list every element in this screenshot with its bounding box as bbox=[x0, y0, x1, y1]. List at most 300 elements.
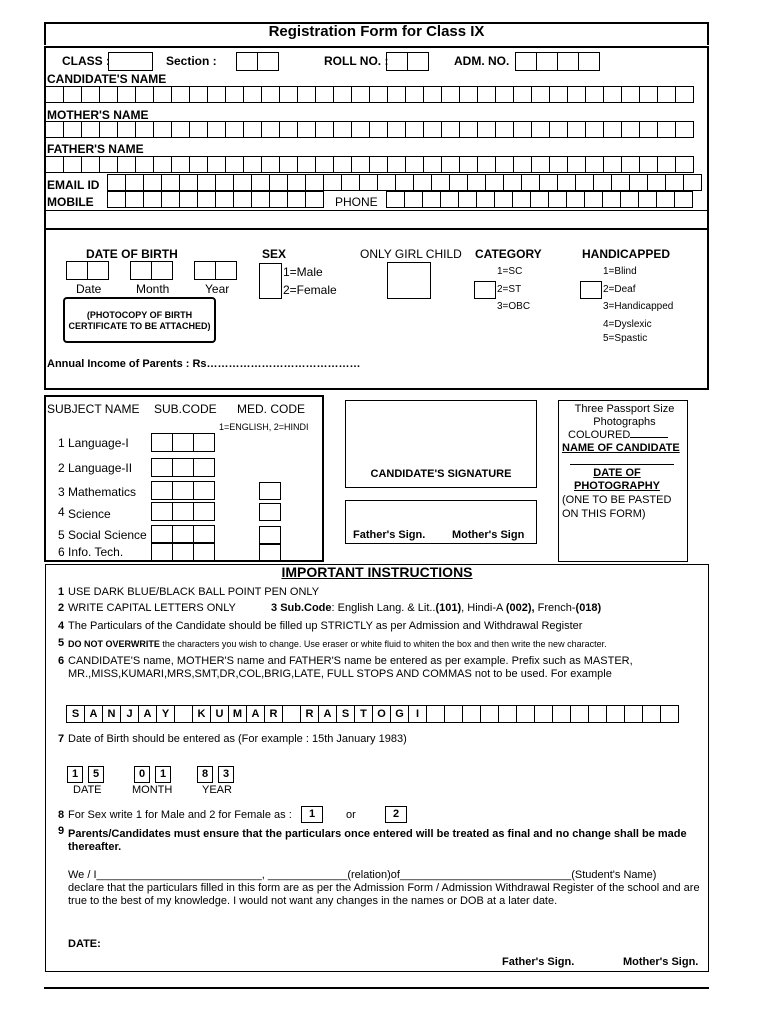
char-box[interactable] bbox=[477, 121, 496, 138]
instr-8-num: 8 bbox=[58, 809, 65, 821]
char-box[interactable] bbox=[494, 191, 513, 208]
char-box[interactable] bbox=[495, 121, 514, 138]
roll-label: ROLL NO. : bbox=[324, 54, 389, 68]
date-label: DATE: bbox=[68, 938, 101, 950]
char-box[interactable] bbox=[189, 156, 208, 173]
photo-text-2 bbox=[568, 429, 668, 441]
char-box[interactable] bbox=[513, 156, 532, 173]
char-box[interactable] bbox=[135, 86, 154, 103]
instr-3-b: (101) bbox=[435, 602, 462, 614]
char-box[interactable] bbox=[323, 174, 342, 191]
mother-name-label: MOTHER'S NAME bbox=[47, 108, 149, 122]
char-box[interactable] bbox=[179, 174, 198, 191]
char-box[interactable] bbox=[638, 191, 657, 208]
char-box[interactable] bbox=[675, 156, 694, 173]
char-box[interactable] bbox=[675, 121, 694, 138]
char-box[interactable] bbox=[620, 191, 639, 208]
char-box[interactable] bbox=[197, 174, 216, 191]
char-box[interactable] bbox=[549, 86, 568, 103]
char-box[interactable] bbox=[369, 86, 388, 103]
char-box[interactable] bbox=[657, 86, 676, 103]
instr-5 bbox=[68, 639, 607, 649]
char-box[interactable] bbox=[674, 191, 693, 208]
char-box[interactable] bbox=[153, 86, 172, 103]
instr-3-e: French- bbox=[534, 602, 576, 614]
char-box[interactable] bbox=[404, 191, 423, 208]
photo-coloured: COLOURED bbox=[568, 429, 631, 441]
example-name-char: J bbox=[120, 705, 139, 723]
med-code-header: MED. CODE bbox=[237, 402, 306, 416]
char-box[interactable] bbox=[521, 174, 540, 191]
char-box[interactable] bbox=[351, 121, 370, 138]
char-box[interactable] bbox=[567, 156, 586, 173]
dob-month-caption: Month bbox=[136, 282, 170, 296]
char-box[interactable] bbox=[665, 174, 684, 191]
char-box[interactable] bbox=[449, 174, 468, 191]
photo-text-1: Three Passport Size Photographs bbox=[574, 403, 675, 428]
char-box[interactable] bbox=[107, 191, 126, 208]
char-box[interactable] bbox=[657, 156, 676, 173]
char-box[interactable] bbox=[135, 156, 154, 173]
char-box[interactable] bbox=[585, 86, 604, 103]
char-box[interactable] bbox=[135, 121, 154, 138]
handicapped-field[interactable] bbox=[580, 281, 602, 299]
char-box[interactable] bbox=[683, 174, 702, 191]
char-box[interactable] bbox=[161, 174, 180, 191]
example-name-char bbox=[570, 705, 589, 723]
photo-text-5: (ONE TO BE PASTED ON THIS FORM) bbox=[562, 494, 672, 520]
char-box[interactable] bbox=[171, 156, 190, 173]
char-box[interactable] bbox=[117, 86, 136, 103]
char-box[interactable] bbox=[567, 121, 586, 138]
char-box[interactable] bbox=[215, 174, 234, 191]
handicapped-label: HANDICAPPED bbox=[582, 247, 671, 261]
phone-label: PHONE bbox=[335, 195, 378, 209]
char-box[interactable] bbox=[431, 174, 450, 191]
handicap-blind: 1=Blind bbox=[603, 266, 637, 277]
char-box[interactable] bbox=[207, 156, 226, 173]
instr-4-num: 4 bbox=[58, 620, 65, 632]
instr-5-num: 5 bbox=[58, 637, 65, 649]
char-box[interactable] bbox=[413, 174, 432, 191]
char-box[interactable] bbox=[503, 174, 522, 191]
char-box[interactable] bbox=[125, 191, 144, 208]
ex-month-digit-1: 0 bbox=[134, 766, 150, 783]
char-box[interactable] bbox=[458, 191, 477, 208]
category-st: 2=ST bbox=[497, 284, 522, 295]
char-box[interactable] bbox=[189, 121, 208, 138]
char-box[interactable] bbox=[63, 156, 82, 173]
instr-1: USE DARK BLUE/BLACK BALL POINT PEN ONLY bbox=[68, 586, 320, 598]
example-name-char bbox=[426, 705, 445, 723]
char-box[interactable] bbox=[440, 191, 459, 208]
subcode-field-4[interactable] bbox=[152, 503, 215, 521]
char-box[interactable] bbox=[459, 86, 478, 103]
example-name-char bbox=[480, 705, 499, 723]
ex-date-caption: DATE bbox=[73, 784, 102, 796]
char-box[interactable] bbox=[603, 121, 622, 138]
char-box[interactable] bbox=[243, 121, 262, 138]
email-field[interactable] bbox=[108, 175, 702, 191]
char-box[interactable] bbox=[117, 156, 136, 173]
char-box[interactable] bbox=[656, 191, 675, 208]
char-box[interactable] bbox=[621, 121, 640, 138]
char-box[interactable] bbox=[333, 121, 352, 138]
char-box[interactable] bbox=[377, 174, 396, 191]
char-box[interactable] bbox=[279, 86, 298, 103]
char-box[interactable] bbox=[386, 191, 405, 208]
char-box[interactable] bbox=[585, 121, 604, 138]
ex-month-caption: MONTH bbox=[132, 784, 173, 796]
char-box[interactable] bbox=[333, 86, 352, 103]
char-box[interactable] bbox=[531, 156, 550, 173]
photo-underline bbox=[570, 464, 674, 465]
bottom-rule bbox=[44, 987, 709, 989]
char-box[interactable] bbox=[243, 86, 262, 103]
example-name-char: U bbox=[210, 705, 229, 723]
char-box[interactable] bbox=[287, 191, 306, 208]
subject-num-3: 3 bbox=[58, 485, 65, 499]
char-box[interactable] bbox=[261, 156, 280, 173]
char-box[interactable] bbox=[512, 191, 531, 208]
example-name-char bbox=[444, 705, 463, 723]
example-name-char bbox=[606, 705, 625, 723]
example-name-char: Y bbox=[156, 705, 175, 723]
char-box[interactable] bbox=[261, 86, 280, 103]
char-box[interactable] bbox=[485, 174, 504, 191]
instr-7-num: 7 bbox=[58, 733, 65, 745]
medcode-field-4[interactable] bbox=[259, 503, 281, 521]
category-label: CATEGORY bbox=[475, 247, 542, 261]
medcode-field-5[interactable] bbox=[259, 526, 281, 544]
ex-date-digit-1: 1 bbox=[67, 766, 83, 783]
char-box[interactable] bbox=[395, 174, 414, 191]
subject-name-header: SUBJECT NAME bbox=[47, 402, 140, 416]
subject-name-1: Language-I bbox=[68, 436, 129, 450]
char-box[interactable] bbox=[207, 121, 226, 138]
category-obc: 3=OBC bbox=[497, 301, 531, 312]
char-box[interactable] bbox=[611, 174, 630, 191]
char-box[interactable] bbox=[233, 174, 252, 191]
photo-name-of-candidate: NAME OF CANDIDATE bbox=[562, 442, 680, 454]
char-box[interactable] bbox=[45, 86, 64, 103]
ex-year-caption: YEAR bbox=[202, 784, 232, 796]
category-field[interactable] bbox=[474, 281, 496, 299]
instr-7: Date of Birth should be entered as (For example : 15th January 1983) bbox=[68, 733, 407, 745]
instr-8-female-box: 2 bbox=[385, 806, 407, 823]
char-box[interactable] bbox=[197, 191, 216, 208]
example-name-char: N bbox=[102, 705, 121, 723]
char-box[interactable] bbox=[81, 86, 100, 103]
char-box[interactable] bbox=[125, 174, 144, 191]
instr-1-num: 1 bbox=[58, 586, 65, 598]
char-box[interactable] bbox=[107, 174, 126, 191]
char-box[interactable] bbox=[143, 174, 162, 191]
candidate-name-field[interactable] bbox=[46, 87, 694, 103]
example-name-char: A bbox=[138, 705, 157, 723]
divider-line bbox=[46, 210, 708, 211]
char-box[interactable] bbox=[603, 156, 622, 173]
instr-8-male-box: 1 bbox=[301, 806, 323, 823]
char-box[interactable] bbox=[171, 86, 190, 103]
subject-num-6: 6 bbox=[58, 545, 65, 559]
char-box[interactable] bbox=[423, 121, 442, 138]
char-box[interactable] bbox=[467, 174, 486, 191]
char-box[interactable] bbox=[143, 191, 162, 208]
char-box[interactable] bbox=[351, 156, 370, 173]
instr-5-a: DO NOT OVERWRITE bbox=[68, 639, 160, 649]
char-box[interactable] bbox=[45, 156, 64, 173]
char-box[interactable] bbox=[189, 86, 208, 103]
example-name-char bbox=[552, 705, 571, 723]
char-box[interactable] bbox=[603, 86, 622, 103]
char-box[interactable] bbox=[297, 86, 316, 103]
char-box[interactable] bbox=[81, 121, 100, 138]
instr-6-num: 6 bbox=[58, 655, 65, 667]
char-box[interactable] bbox=[647, 174, 666, 191]
char-box[interactable] bbox=[675, 86, 694, 103]
example-name-char: K bbox=[192, 705, 211, 723]
char-box[interactable] bbox=[531, 121, 550, 138]
char-box[interactable] bbox=[369, 121, 388, 138]
instr-3-d: (002), bbox=[505, 602, 535, 614]
char-box[interactable] bbox=[351, 86, 370, 103]
char-box[interactable] bbox=[63, 86, 82, 103]
instr-9-num: 9 bbox=[58, 825, 65, 837]
dob-date-field[interactable] bbox=[67, 262, 109, 280]
subcode-field-3[interactable] bbox=[152, 482, 215, 500]
char-box[interactable] bbox=[477, 156, 496, 173]
char-box[interactable] bbox=[225, 86, 244, 103]
char-box[interactable] bbox=[459, 121, 478, 138]
char-box[interactable] bbox=[548, 191, 567, 208]
subject-name-5: Social Science bbox=[68, 528, 147, 542]
char-box[interactable] bbox=[584, 191, 603, 208]
example-name-char bbox=[624, 705, 643, 723]
char-box[interactable] bbox=[315, 86, 334, 103]
char-box[interactable] bbox=[99, 121, 118, 138]
char-box[interactable] bbox=[153, 156, 172, 173]
char-box[interactable] bbox=[602, 191, 621, 208]
instr-4: The Particulars of the Candidate should be filled up STRICTLY as per Admission and Withdrawal Register bbox=[68, 620, 583, 632]
char-box[interactable] bbox=[243, 156, 262, 173]
char-box[interactable] bbox=[161, 191, 180, 208]
example-name-char: T bbox=[354, 705, 373, 723]
char-box[interactable] bbox=[639, 86, 658, 103]
sub-code-header: SUB.CODE bbox=[154, 402, 217, 416]
char-box[interactable] bbox=[549, 156, 568, 173]
subject-name-6: Info. Tech. bbox=[68, 545, 124, 559]
footer-mother-sign: Mother's Sign. bbox=[623, 956, 699, 968]
section-label: Section : bbox=[166, 54, 217, 68]
mother-name-field[interactable] bbox=[46, 122, 694, 138]
char-box[interactable] bbox=[441, 86, 460, 103]
instr-3 bbox=[271, 602, 601, 614]
char-box[interactable] bbox=[305, 174, 324, 191]
char-box[interactable] bbox=[117, 121, 136, 138]
char-box[interactable] bbox=[405, 156, 424, 173]
example-name-char: S bbox=[336, 705, 355, 723]
example-name-char bbox=[282, 705, 301, 723]
subject-num-5: 5 bbox=[58, 528, 65, 542]
ex-date-digit-2: 5 bbox=[88, 766, 104, 783]
char-box[interactable] bbox=[567, 86, 586, 103]
char-box[interactable] bbox=[153, 121, 172, 138]
char-box[interactable] bbox=[593, 174, 612, 191]
example-name-char: R bbox=[264, 705, 283, 723]
instr-9: Parents/Candidates must ensure that the particulars once entered will be treated as final and no change shall be made thereafter. bbox=[68, 828, 687, 853]
char-box[interactable] bbox=[405, 86, 424, 103]
medcode-field-3[interactable] bbox=[259, 482, 281, 500]
char-box[interactable] bbox=[495, 86, 514, 103]
char-box[interactable] bbox=[279, 156, 298, 173]
subcode-field-6[interactable] bbox=[152, 543, 215, 561]
ex-year-digit-2: 3 bbox=[218, 766, 234, 783]
char-box[interactable] bbox=[495, 156, 514, 173]
instr-2: WRITE CAPITAL LETTERS ONLY bbox=[68, 602, 236, 614]
char-box[interactable] bbox=[566, 191, 585, 208]
char-box[interactable] bbox=[539, 174, 558, 191]
char-box[interactable] bbox=[513, 121, 532, 138]
form-title: Registration Form for Class IX bbox=[268, 23, 485, 40]
char-box[interactable] bbox=[45, 121, 64, 138]
char-box[interactable] bbox=[575, 174, 594, 191]
char-box[interactable] bbox=[269, 174, 288, 191]
char-box[interactable] bbox=[387, 86, 406, 103]
class-field[interactable] bbox=[108, 52, 153, 71]
char-box[interactable] bbox=[279, 121, 298, 138]
char-box[interactable] bbox=[621, 86, 640, 103]
char-box[interactable] bbox=[621, 156, 640, 173]
char-box[interactable] bbox=[251, 191, 270, 208]
sex-label: SEX bbox=[262, 247, 287, 261]
subject-name-2: Language-II bbox=[68, 461, 133, 475]
char-box[interactable] bbox=[531, 86, 550, 103]
char-box[interactable] bbox=[657, 121, 676, 138]
char-box[interactable] bbox=[99, 156, 118, 173]
char-box[interactable] bbox=[387, 121, 406, 138]
char-box[interactable] bbox=[233, 191, 252, 208]
section-field[interactable] bbox=[237, 53, 279, 71]
instr-3-c: , Hindi-A bbox=[461, 602, 506, 614]
subject-name-4: Science bbox=[68, 507, 111, 521]
char-box[interactable] bbox=[171, 121, 190, 138]
char-box[interactable] bbox=[549, 121, 568, 138]
example-name-char: S bbox=[66, 705, 85, 723]
char-box[interactable] bbox=[315, 121, 334, 138]
char-box[interactable] bbox=[207, 86, 226, 103]
example-name-char bbox=[534, 705, 553, 723]
girl-child-label: ONLY GIRL CHILD bbox=[360, 247, 462, 261]
adm-label: ADM. NO. bbox=[454, 54, 510, 68]
subject-num-4: 4 bbox=[58, 505, 65, 519]
example-name-char bbox=[516, 705, 535, 723]
char-box[interactable] bbox=[215, 191, 234, 208]
char-box[interactable] bbox=[422, 191, 441, 208]
char-box[interactable] bbox=[387, 156, 406, 173]
char-box[interactable] bbox=[513, 86, 532, 103]
char-box[interactable] bbox=[179, 191, 198, 208]
char-box[interactable] bbox=[225, 156, 244, 173]
char-box[interactable] bbox=[476, 191, 495, 208]
subject-num-2: 2 bbox=[58, 461, 65, 475]
char-box[interactable] bbox=[305, 191, 324, 208]
char-box[interactable] bbox=[585, 156, 604, 173]
subcode-field-2[interactable] bbox=[152, 459, 215, 477]
mobile-field[interactable] bbox=[108, 192, 324, 208]
phone-field[interactable] bbox=[387, 192, 693, 208]
dob-month-field[interactable] bbox=[131, 262, 173, 280]
subcode-field-1[interactable] bbox=[152, 434, 215, 452]
instr-3-num: 3 bbox=[271, 602, 278, 614]
char-box[interactable] bbox=[315, 156, 334, 173]
instr-3-label: Sub.Code bbox=[280, 602, 332, 614]
instr-3-f: (018) bbox=[575, 602, 602, 614]
char-box[interactable] bbox=[405, 121, 424, 138]
char-box[interactable] bbox=[441, 121, 460, 138]
char-box[interactable] bbox=[629, 174, 648, 191]
ex-year-digit-1: 8 bbox=[197, 766, 213, 783]
instr-5-b: the characters you wish to change. Use eraser or white fluid to whiten the box and then write the new character. bbox=[159, 639, 607, 649]
category-sc: 1=SC bbox=[497, 266, 523, 277]
instr-2-num: 2 bbox=[58, 602, 65, 614]
char-box[interactable] bbox=[269, 191, 288, 208]
char-box[interactable] bbox=[297, 121, 316, 138]
char-box[interactable] bbox=[99, 86, 118, 103]
father-name-field[interactable] bbox=[46, 157, 694, 173]
char-box[interactable] bbox=[477, 86, 496, 103]
char-box[interactable] bbox=[261, 121, 280, 138]
medcode-field-6[interactable] bbox=[259, 544, 281, 562]
char-box[interactable] bbox=[639, 121, 658, 138]
char-box[interactable] bbox=[423, 156, 442, 173]
adm-field[interactable] bbox=[516, 53, 600, 71]
example-name-char: A bbox=[318, 705, 337, 723]
instructions-heading: IMPORTANT INSTRUCTIONS bbox=[281, 564, 473, 580]
char-box[interactable] bbox=[369, 156, 388, 173]
dob-year-field[interactable] bbox=[195, 262, 237, 280]
med-code-note: 1=ENGLISH, 2=HINDI bbox=[219, 422, 309, 432]
char-box[interactable] bbox=[459, 156, 478, 173]
char-box[interactable] bbox=[287, 174, 306, 191]
roll-field[interactable] bbox=[387, 53, 429, 71]
photo-date-of-photography: DATE OF PHOTOGRAPHY bbox=[574, 467, 660, 492]
char-box[interactable] bbox=[359, 174, 378, 191]
mobile-label: MOBILE bbox=[47, 195, 94, 209]
char-box[interactable] bbox=[297, 156, 316, 173]
char-box[interactable] bbox=[530, 191, 549, 208]
instr-3-a: : English Lang. & Lit.. bbox=[331, 602, 436, 614]
char-box[interactable] bbox=[441, 156, 460, 173]
declaration-text: declare that the particulars filled in this form are as per the Admission Form / Admission Withdrawal Register of the school and are true to the best of my knowledge. I would not want any changes in the names or DOB at a later date. bbox=[68, 882, 700, 907]
char-box[interactable] bbox=[225, 121, 244, 138]
char-box[interactable] bbox=[81, 156, 100, 173]
example-name-char bbox=[660, 705, 679, 723]
char-box[interactable] bbox=[333, 156, 352, 173]
subject-name-3: Mathematics bbox=[68, 485, 137, 499]
candidate-name-label: CANDIDATE'S NAME bbox=[47, 72, 167, 86]
char-box[interactable] bbox=[639, 156, 658, 173]
father-sign-label: Father's Sign. bbox=[353, 529, 426, 541]
sex-field[interactable] bbox=[259, 263, 282, 299]
handicap-spastic: 5=Spastic bbox=[603, 333, 648, 344]
char-box[interactable] bbox=[341, 174, 360, 191]
char-box[interactable] bbox=[423, 86, 442, 103]
char-box[interactable] bbox=[557, 174, 576, 191]
char-box[interactable] bbox=[251, 174, 270, 191]
girl-child-field[interactable] bbox=[387, 262, 431, 299]
char-box[interactable] bbox=[63, 121, 82, 138]
